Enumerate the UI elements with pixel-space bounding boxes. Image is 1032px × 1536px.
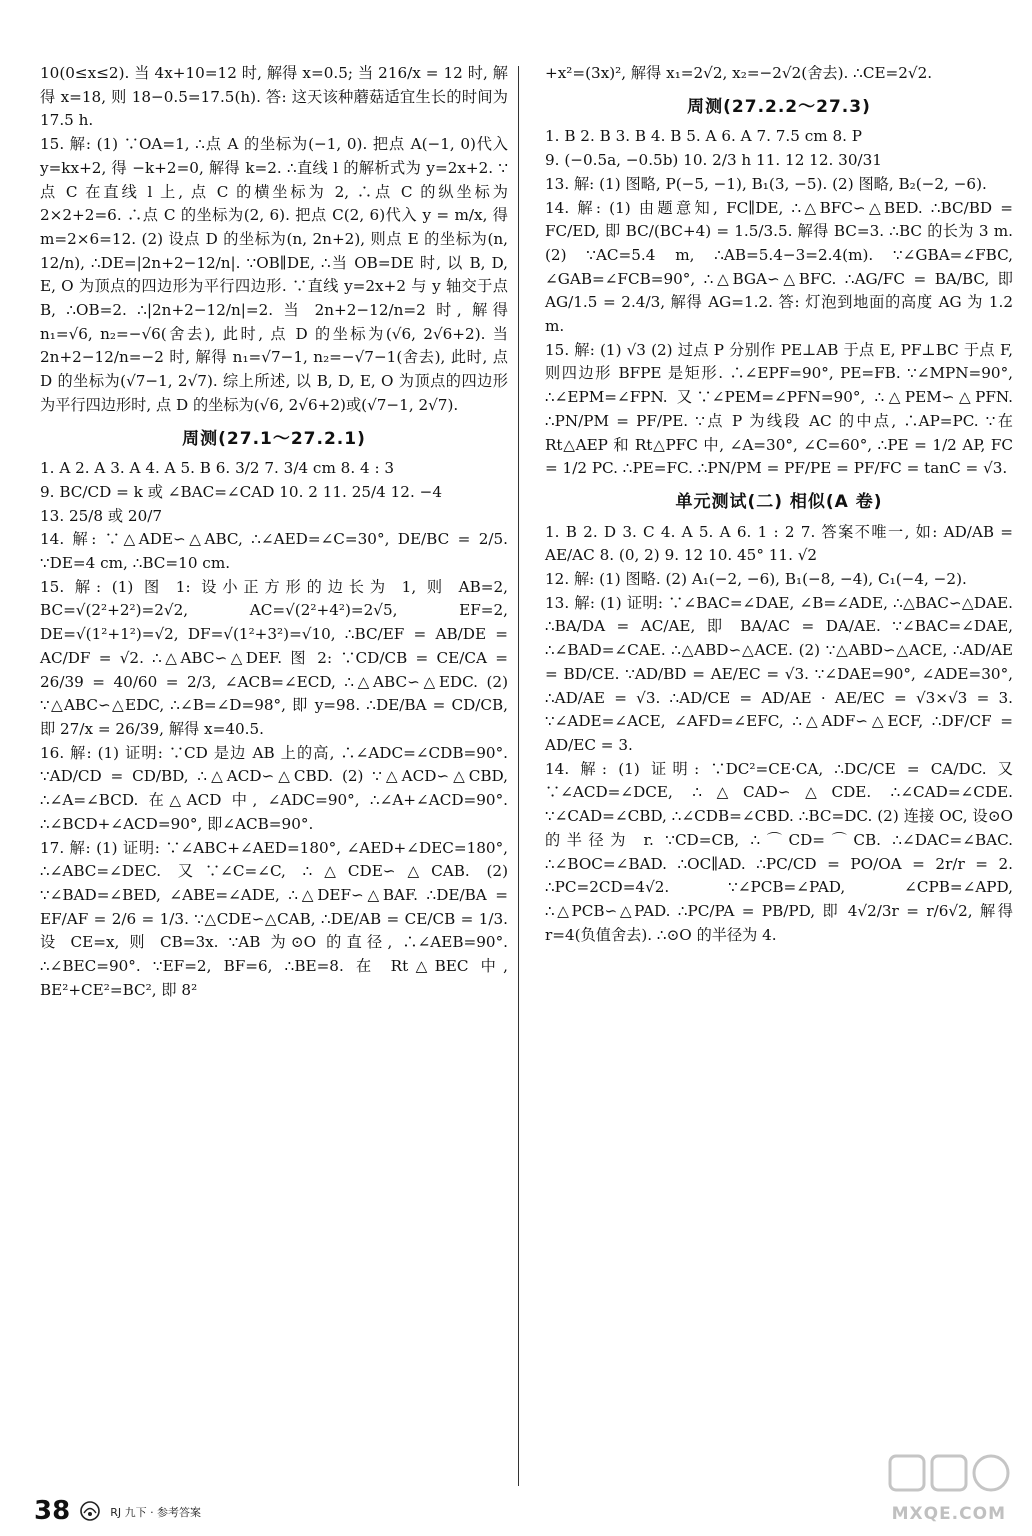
answer-paragraph: 14. 解: (1) 证明: ∵DC²=CE·CA, ∴DC/CE = CA/DC. 又∵∠ACD=∠DCE, ∴△CAD∽△CDE. ∴∠CAD=∠CDE. ∵∠CAD=∠CBD, ∴∠CDB=∠CBD. ∴BC=DC. (2) 连接 OC, 设⊙O 的半径为 r. ∵CD=CB, ∴⌒CD=⌒CB. ∴∠DAC=∠BAC. ∴∠BOC=∠BAD. ∴OC∥AD. ∴PC/CD = PO/OA = 2r/r = 2. ∴PC=2CD=4√2. ∵∠PCB=∠PAD, ∠CPB=∠APD, ∴△PCB∽△PAD. ∴PC/PA = PB/PD, 即 4√2/3r = r/6√2, 解得 r=4(负值舍去). ∴⊙O 的半径为 4.: [545, 759, 1013, 944]
answer-paragraph: 9. BC/CD = k 或 ∠BAC=∠CAD 10. 2 11. 25/4 12. −4: [40, 482, 442, 501]
book-label: RJ 九下 · 参考答案: [110, 1506, 202, 1519]
answer-paragraph: 15. 解: (1) ∵OA=1, ∴点 A 的坐标为(−1, 0). 把点 A(−1, 0)代入 y=kx+2, 得 −k+2=0, 解得 k=2. ∴直线 l 的解析式为 y=2x+2. ∵点 C 在直线 l 上, 点 C 的横坐标为 2, ∴点 C 的纵坐标为 2×2+2=6. ∴点 C 的坐标为(2, 6). 把点 C(2, 6)代入 y = m/x, 得 m=2×6=12. (2) 设点 D 的坐标为(n, 2n+2), 则点 E 的坐标为(n, 12/n), ∴DE=|2n+2−12/n|. ∵OB∥DE, ∴当 OB=DE 时, 以 B, D, E, O 为顶点的四边形为平行四边形. ∵直线 y=2x+2 与 y 轴交于点 B, ∴OB=2. ∴|2n+2−12/n|=2. 当 2n+2−12/n=2 时, 解得 n₁=√6, n₂=−√6(舍去), 此时, 点 D 的坐标为(√6, 2√6+2). 当 2n+2−12/n=−2 时, 解得 n₁=√7−1, n₂=−√7−1(舍去), 此时, 点 D 的坐标为(√7−1, 2√7). 综上所述, 以 B, D, E, O 为顶点的四边形为平行四边形时, 点 D 的坐标为(√6, 2√6+2)或(√7−1, 2√7).: [40, 135, 508, 414]
answer-paragraph: 1. B 2. B 3. B 4. B 5. A 6. A 7. 7.5 cm 8. P: [545, 127, 863, 146]
answer-paragraph: +x²=(3x)², 解得 x₁=2√2, x₂=−2√2(舍去). ∴CE=2√2.: [545, 64, 933, 82]
answer-paragraph: 1. A 2. A 3. A 4. A 5. B 6. 3/2 7. 3/4 cm 8. 4 : 3: [40, 459, 395, 478]
answer-paragraph: 17. 解: (1) 证明: ∵∠ABC+∠AED=180°, ∠AED+∠DEC=180°, ∴∠ABC=∠DEC. 又∵∠C=∠C, ∴△CDE∽△CAB. (2) ∵∠BAD=∠BED, ∠ABE=∠ADE, ∴△DEF∽△BAF. ∴DE/BA = EF/AF = 2/6 = 1/3. ∵△CDE∽△CAB, ∴DE/AB = CE/CB = 1/3. 设 CE=x, 则 CB=3x. ∵AB 为⊙O 的直径, ∴∠AEB=90°. ∴∠BEC=90°. ∵EF=2, BF=6, ∴BE=8. 在 Rt△BEC 中, BE²+CE²=BC², 即 8²: [40, 838, 508, 999]
answer-paragraph: 13. 25/8 或 20/7: [40, 506, 163, 525]
section-heading: 周测(27.2.2～27.3): [687, 96, 871, 117]
page-footer: [34, 1484, 201, 1524]
answer-paragraph: 1. B 2. D 3. C 4. A 5. A 6. 1 : 2 7. 答案不唯一, 如: AD/AB = AE/AC 8. (0, 2) 9. 12 10. 45° 11. √2: [545, 522, 1013, 565]
column-divider: [518, 66, 519, 1486]
answer-paragraph: 15. 解: (1) 图 1: 设小正方形的边长为 1, 则 AB=2, BC=√(2²+2²)=2√2, AC=√(2²+4²)=2√5, EF=2, DE=√(1²+1²)=√2, DF=√(1²+3²)=√10, ∴BC/EF = AB/DE = AC/DF = √2. ∴△ABC∽△DEF. 图 2: ∵CD/CB = CE/CA = 26/39 = 40/60 = 2/3, ∠ACB=∠ECD, ∴△ABC∽△EDC. (2) ∵△ABC∽△EDC, ∴∠B=∠D=98°, 即 y=98. ∴DE/BA = CD/CB, 即 27/x = 26/39, 解得 x=40.5.: [40, 577, 508, 738]
answer-paragraph: 14. 解: (1) 由题意知, FC∥DE, ∴△BFC∽△BED. ∴BC/BD = FC/ED, 即 BC/(BC+4) = 1.5/3.5. 解得 BC=3. ∴BC 的长为 3 m. (2) ∵AC=5.4 m, ∴AB=5.4−3=2.4(m). ∵∠GBA=∠FBC, ∠GAB=∠FCB=90°, ∴△BGA∽△BFC. ∴AG/FC = BA/BC, 即 AG/1.5 = 2.4/3, 解得 AG=1.2. 答: 灯泡到地面的高度 AG 为 1.2 m.: [545, 198, 1013, 336]
section-heading: 单元测试(二) 相似(A 卷): [675, 491, 883, 512]
answer-paragraph: 15. 解: (1) √3 (2) 过点 P 分别作 PE⊥AB 于点 E, PF⊥BC 于点 F, 则四边形 BFPE 是矩形. ∴∠EPF=90°, PE=FB. ∵∠MPN=90°, ∴∠EPM=∠FPN. 又∵∠PEM=∠PFN=90°, ∴△PEM∽△PFN. ∴PN/PM = PF/PE. ∵点 P 为线段 AC 的中点, ∴AP=PC. ∵在 Rt△AEP 和 Rt△PFC 中, ∠A=30°, ∠C=60°, ∴PE = 1/2 AP, FC = 1/2 PC. ∴PE=FC. ∴PN/PM = PF/PE = PF/FC = tanC = √3.: [545, 340, 1013, 478]
answer-paragraph: 12. 解: (1) 图略. (2) A₁(−2, −6), B₁(−8, −4), C₁(−4, −2).: [545, 570, 967, 589]
answer-paragraph: 9. (−0.5a, −0.5b) 10. 2/3 h 11. 12 12. 30/31: [545, 151, 882, 170]
answer-paragraph: 13. 解: (1) 图略, P(−5, −1), B₁(3, −5). (2) 图略, B₂(−2, −6).: [545, 174, 987, 193]
answer-paragraph: 16. 解: (1) 证明: ∵CD 是边 AB 上的高, ∴∠ADC=∠CDB=90°. ∵AD/CD = CD/BD, ∴△ACD∽△CBD. (2) ∵△ACD∽△CBD, ∴∠A=∠BCD. 在△ACD 中, ∠ADC=90°, ∴∠A+∠ACD=90°. ∴∠BCD+∠ACD=90°, 即∠ACB=90°.: [40, 743, 508, 833]
section-heading: 周测(27.1～27.2.1): [182, 428, 366, 449]
page-number: 38: [34, 1496, 71, 1526]
publisher-logo-icon: [76, 1500, 104, 1522]
watermark-text: MXQE.COM: [891, 1504, 1006, 1524]
answer-paragraph: 14. 解: ∵△ADE∽△ABC, ∴∠AED=∠C=30°, DE/BC = 2/5. ∵DE=4 cm, ∴BC=10 cm.: [40, 530, 508, 573]
answer-paragraph: 13. 解: (1) 证明: ∵∠BAC=∠DAE, ∠B=∠ADE, ∴△BAC∽△DAE. ∴BA/DA = AC/AE, 即 BA/AC = DA/AE. ∵∠BAC=∠DAE, ∴∠BAD=∠CAE. ∴△ABD∽△ACE. (2) ∵△ABD∽△ACE, ∴AD/AE = BD/CE. ∵AD/BD = AE/EC = √3. ∵∠DAE=90°, ∠ADE=30°, ∴AD/AE = √3. ∴AD/CE = AD/AE · AE/EC = √3×√3 = 3. ∵∠ADE=∠ACE, ∠AFD=∠EFC, ∴△ADF∽△ECF, ∴DF/CF = AD/EC = 3.: [545, 593, 1013, 754]
right-column: [545, 62, 1013, 947]
left-column: [40, 62, 508, 1002]
answer-paragraph: 10(0≤x≤2). 当 4x+10=12 时, 解得 x=0.5; 当 216/x = 12 时, 解得 x=18, 则 18−0.5=17.5(h). 答: 这天该种蘑菇适宜生长的时间为 17.5 h.: [40, 64, 508, 130]
